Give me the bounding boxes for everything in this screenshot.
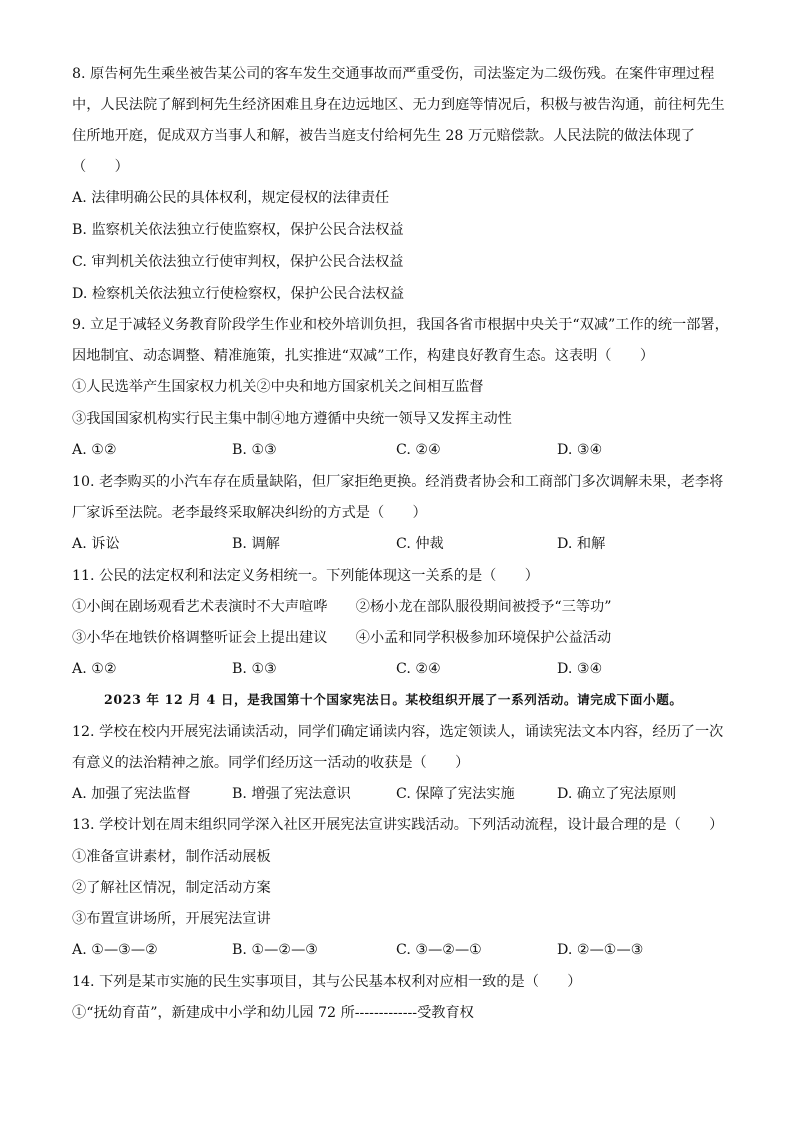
q14-line-1: 14. 下列是某市实施的民生实事项目，其与公民基本权利对应相一致的是（ ） — [72, 974, 582, 990]
q11-option-a: A. ①② — [72, 661, 117, 677]
q8-option-c: C. 审判机关依法独立行使审判权，保护公民合法权益 — [72, 254, 404, 270]
q14-line-2: ①“抚幼育苗”，新建成中小学和幼儿园 72 所-------------受教育权 — [72, 1005, 474, 1021]
q13-line-4: ③布置宣讲场所，开展宪法宣讲 — [72, 911, 271, 927]
q10-option-d: D. 和解 — [557, 536, 606, 552]
q10-option-a: A. 诉讼 — [72, 536, 120, 552]
q8-line-2: 中，人民法院了解到柯先生经济困难且身在边远地区、无力到庭等情况后，积极与被告沟通，前往柯先生 — [72, 97, 725, 113]
q8-line-1: 8. 原告柯先生乘坐被告某公司的客车发生交通事故而严重受伤，司法鉴定为二级伤残。在案件审理过程 — [72, 66, 715, 82]
q13-option-c: C. ③—②—① — [396, 942, 482, 958]
q13-line-3: ②了解社区情况，制定活动方案 — [72, 880, 271, 896]
q10-line-1: 10. 老李购买的小汽车存在质量缺陷，但厂家拒绝更换。经消费者协会和工商部门多次调解未果，老李将 — [72, 474, 724, 490]
section-intro-note: 2023 年 12 月 4 日，是我国第十个国家宪法日。某校组织开展了一系列活动。请完成下面小题。 — [104, 692, 683, 707]
q9-option-a: A. ①② — [72, 442, 117, 458]
q12-option-d: D. 确立了宪法原则 — [557, 786, 677, 802]
q10-option-b: B. 调解 — [232, 536, 280, 552]
q11-option-b: B. ①③ — [232, 661, 277, 677]
q11-option-c: C. ②④ — [396, 661, 441, 677]
q9-option-c: C. ②④ — [396, 442, 441, 458]
q8-line-3: 住所地开庭，促成双方当事人和解，被告当庭支付给柯先生 28 万元赔偿款。人民法院的做法体现了 — [72, 128, 695, 144]
q9-line-3: ①人民选举产生国家权力机关②中央和地方国家机关之间相互监督 — [72, 379, 484, 395]
q13-option-b: B. ①—②—③ — [232, 942, 318, 958]
q10-line-2: 厂家诉至法院。老李最终采取解决纠纷的方式是（ ） — [72, 505, 427, 521]
q12-option-c: C. 保障了宪法实施 — [396, 786, 515, 802]
q11-line-1: 11. 公民的法定权利和法定义务相统一。下列能体现这一关系的是（ ） — [72, 568, 539, 584]
q9-line-4: ③我国国家机构实行民主集中制④地方遵循中央统一领导又发挥主动性 — [72, 411, 512, 427]
q8-line-4: （ ） — [72, 159, 129, 175]
q9-option-b: B. ①③ — [232, 442, 277, 458]
q12-option-b: B. 增强了宪法意识 — [232, 786, 351, 802]
q13-line-2: ①准备宣讲素材，制作活动展板 — [72, 849, 271, 865]
q10-option-c: C. 仲裁 — [396, 536, 444, 552]
q13-line-1: 13. 学校计划在周末组织同学深入社区开展宪法宣讲实践活动。下列活动流程，设计最合理的是（ ） — [72, 817, 724, 833]
q9-option-d: D. ③④ — [557, 442, 603, 458]
q13-option-d: D. ②—①—③ — [557, 942, 644, 958]
q11-line-3: ③小华在地铁价格调整听证会上提出建议 ④小孟和同学积极参加环境保护公益活动 — [72, 630, 612, 646]
q9-line-2: 因地制宜、动态调整、精准施策，扎实推进“双减”工作，构建良好教育生态。这表明（ ） — [72, 348, 655, 364]
q11-line-2: ①小闽在剧场观看艺术表演时不大声喧哗 ②杨小龙在部队服役期间被授予“三等功” — [72, 599, 612, 615]
q12-option-a: A. 加强了宪法监督 — [72, 786, 191, 802]
q11-option-d: D. ③④ — [557, 661, 603, 677]
q8-option-a: A. 法律明确公民的具体权利，规定侵权的法律责任 — [72, 190, 390, 206]
q12-line-2: 有意义的法治精神之旅。同学们经历这一活动的收获是（ ） — [72, 755, 470, 771]
q12-line-1: 12. 学校在校内开展宪法诵读活动，同学们确定诵读内容，选定领读人，诵读宪法文本内容，经历了一次 — [72, 724, 724, 740]
q13-option-a: A. ①—③—② — [72, 942, 158, 958]
q9-line-1: 9. 立足于减轻义务教育阶段学生作业和校外培训负担，我国各省市根据中央关于“双减”工作的统一部署， — [72, 317, 729, 333]
q8-option-d: D. 检察机关依法独立行使检察权，保护公民合法权益 — [72, 286, 405, 302]
q8-option-b: B. 监察机关依法独立行使监察权，保护公民合法权益 — [72, 222, 404, 238]
